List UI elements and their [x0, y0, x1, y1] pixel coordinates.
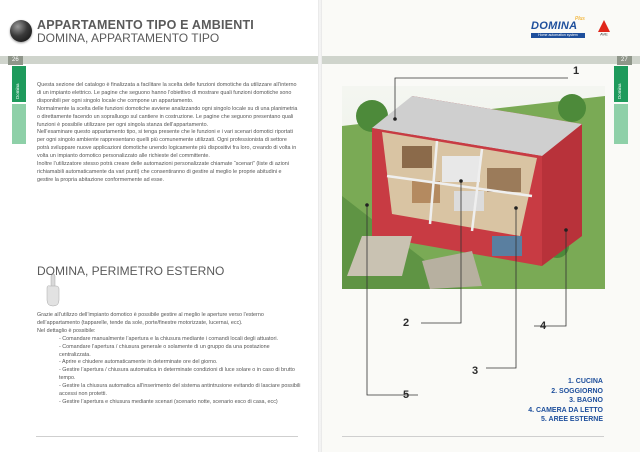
- left-side-subtab: [12, 104, 26, 144]
- right-side-tab-label: Domina: [617, 83, 622, 99]
- legend-item: 2. SOGGIORNO: [551, 387, 603, 395]
- callout-number-5: 5: [403, 389, 410, 401]
- logo-suffix: Plus: [575, 16, 585, 22]
- section-list-item: - Gestire l’apertura e chiusura mediante scenari (scenario notte, scenario esco di casa, ecc): [59, 398, 278, 405]
- right-page-number: 27: [617, 56, 632, 65]
- maker-logo: [597, 18, 611, 36]
- left-bottom-rule: [36, 436, 298, 437]
- domina-logo: [531, 18, 587, 40]
- sphere-icon: [10, 20, 32, 42]
- page-subtitle: DOMINA, APPARTAMENTO TIPO: [37, 31, 220, 45]
- section-list-item: - Gestire l’apertura / chiusura automatica in determinate condizioni di luce solare o in caso di brutto tempo.: [59, 367, 295, 382]
- left-page-band: [0, 56, 318, 64]
- legend-item: 5. AREE ESTERNE: [541, 416, 603, 424]
- right-page-band: [322, 56, 640, 64]
- intro-paragraph: Questa sezione del catalogo è finalizzata a facilitare la scelta delle funzioni domotiche da utilizzare all’interno di un impianto elettrico. Le pagine che seguono hanno l’obiettivo di mostrare quali funzioni domotiche sono disponibili per ogni singolo locale che compone un appartamento.: [37, 82, 297, 104]
- legend-item: 3. BAGNO: [569, 397, 603, 405]
- section-list-item: - Comandare l’apertura / chiusura generale o solamente di un gruppo da una postazione centralizzata.: [59, 343, 270, 358]
- section-list-item: - Aprire e chiudere automaticamente in determinate ore del giorno.: [59, 359, 218, 366]
- callout-number-3: 3: [472, 365, 479, 377]
- page-gutter: [318, 0, 322, 452]
- right-bottom-rule: [342, 436, 604, 437]
- logo-wordmark: DOMINA: [531, 20, 578, 32]
- logo-tagline: Home automation system: [531, 33, 585, 38]
- room-legend: [523, 377, 603, 425]
- intro-paragraph: Normalmente la scelta delle funzioni domotiche avviene analizzando ogni singolo locale su di una planimetria o direttamente facendo un sopralluogo sul cantiere in costruzione. Le pagine che seguono presentano quali funzioni è possibile utilizzare per ogni singola stanza dell’appartamento.: [37, 105, 298, 128]
- maker-logo-text: AVE: [600, 31, 608, 36]
- left-page-number: 26: [8, 56, 23, 65]
- section-text: [37, 312, 302, 407]
- pointing-hand-icon: [44, 274, 62, 308]
- callout-number-1: 1: [573, 65, 580, 77]
- page-title: APPARTAMENTO TIPO E AMBIENTI: [37, 18, 254, 32]
- legend-item: 4. CAMERA DA LETTO: [528, 406, 603, 414]
- apartment-illustration: [342, 86, 605, 289]
- legend-item: 1. CUCINA: [567, 378, 603, 385]
- section-intro: Grazie all’utilizzo dell’impianto domotico è possibile gestire al meglio le aperture verso l’esterno dell’appartamento (tapparelle, tende da sole, porte/finestre motorizzate, lucernai, ecc).: [37, 312, 264, 326]
- callout-number-4: 4: [540, 320, 547, 332]
- intro-text: [37, 82, 299, 185]
- section-title: DOMINA, PERIMETRO ESTERNO: [37, 264, 225, 278]
- section-list-item: - Gestire la chiusura automatica all’inserimento del sistema antintrusione evitando di lasciare possibili accessi non protetti.: [59, 383, 301, 398]
- intro-paragraph: Nell’esaminare questo appartamento tipo, si tenga presente che le funzioni e i vari scenari domotici riportati per ogni singolo ambiente rappresentano quelli più comunemente utilizzati. Ogni professionista di settore potrà sviluppare nuove applicazioni domotiche unendo logicamente più dispositivi fra loro, creando di volta in volta un impianto domotico personalizzato alle richieste del committente.: [37, 129, 297, 160]
- left-side-tab-label: Domina: [15, 83, 20, 99]
- section-list-item: - Comandare manualmente l’apertura e la chiusura mediante i comandi locali degli attuatori.: [59, 335, 279, 342]
- right-side-subtab: [614, 104, 628, 144]
- intro-paragraph: Inoltre l’utilizzatore stesso potrà creare delle automazioni personalizzate chiamate “scenari” (liste di azioni richiamabili automaticamente da vari punti) che consentiranno di gestire al meglio le proprie abitudini e gestire la propria abitazione conformemente ad esse.: [37, 161, 289, 183]
- callout-number-2: 2: [403, 317, 410, 329]
- section-list-heading: Nel dettaglio è possibile:: [37, 327, 96, 334]
